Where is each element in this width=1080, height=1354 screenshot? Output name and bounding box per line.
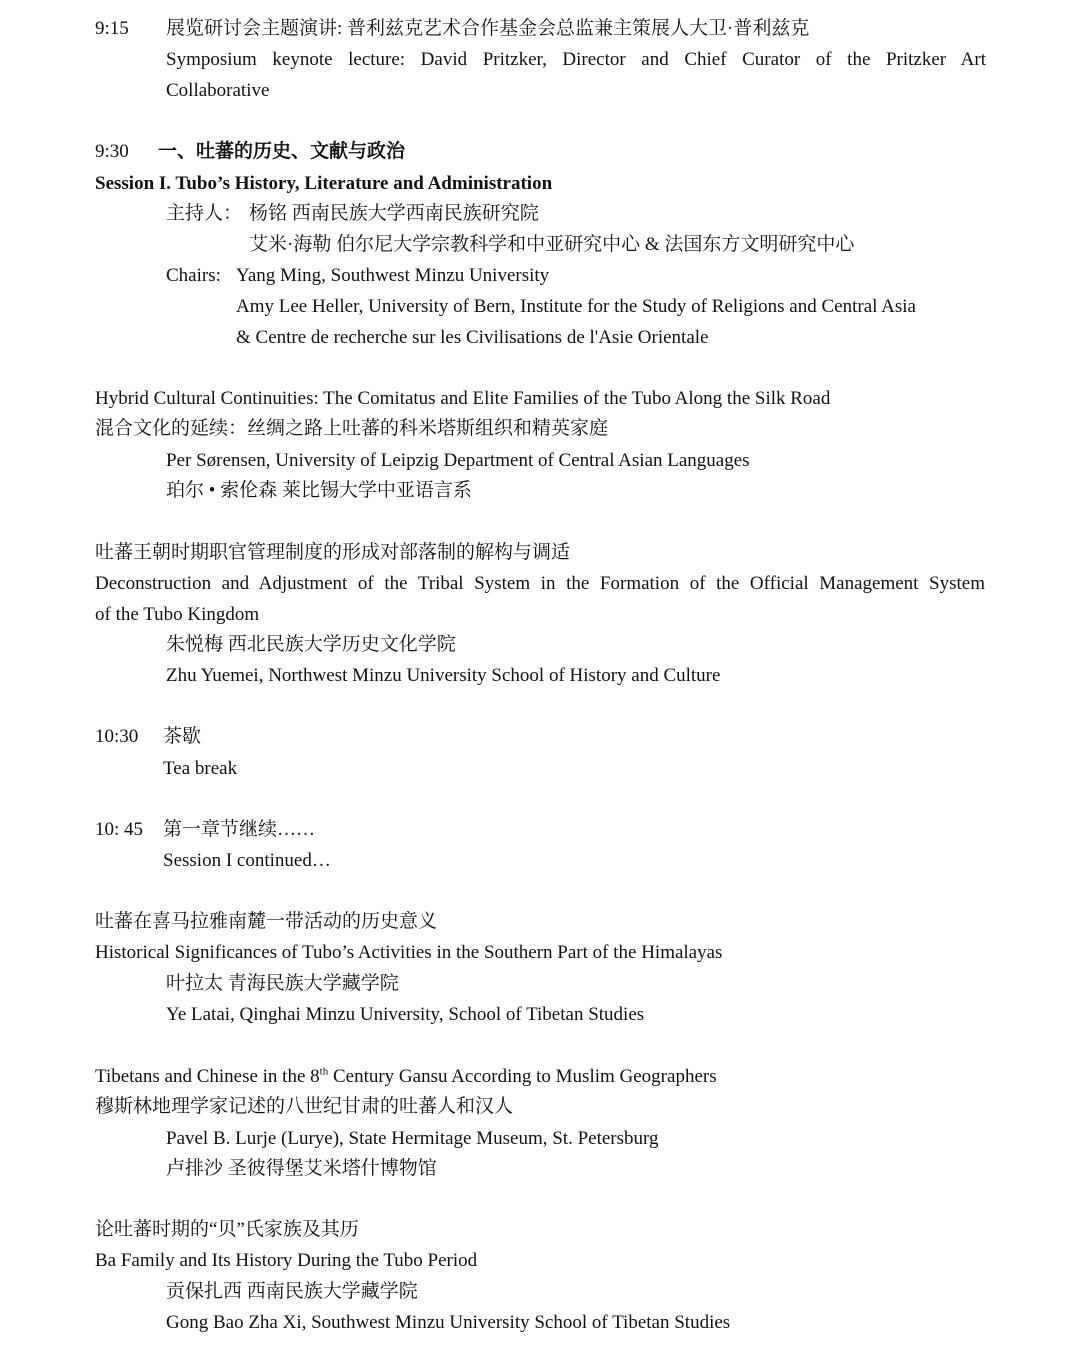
continued-time: 10: 45 [95,819,144,840]
chair2-en-line1: Amy Lee Heller, University of Bern, Institute for the Study of Religions and Central Asia [236,296,916,317]
continued-label-cn: 第一章节继续…… [163,819,316,840]
paper5-title-cn: 论吐蕃时期的“贝”氏家族及其历 [95,1219,359,1240]
keynote-title-en-line2: Collaborative [166,80,270,101]
paper3-author-cn: 叶拉太 青海民族大学藏学院 [166,973,399,994]
paper3-title-cn: 吐蕃在喜马拉雅南麓一带活动的历史意义 [95,911,438,932]
paper4-author-cn: 卢排沙 圣彼得堡艾米塔什博物馆 [166,1158,437,1179]
paper3-author-en: Ye Latai, Qinghai Minzu University, School of Tibetan Studies [166,1004,645,1025]
session1-title-en: Session I. Tubo’s History, Literature and Administration [95,173,553,194]
paper5-author-en: Gong Bao Zha Xi, Southwest Minzu University School of Tibetan Studies [166,1312,731,1333]
paper2-title-en-line2: of the Tubo Kingdom [95,604,260,625]
keynote-title-cn: 展览研讨会主题演讲: 普利兹克艺术合作基金会总监兼主策展人大卫·普利兹克 [166,18,810,39]
paper5-title-en: Ba Family and Its History During the Tubo Period [95,1250,478,1271]
paper1-title-cn: 混合文化的延续：丝绸之路上吐蕃的科米塔斯组织和精英家庭 [95,418,609,439]
paper2-title-en-line1: Deconstruction and Adjustment of the Tribal System in the Formation of the Official Management System [95,573,985,594]
chair2-en-line2: & Centre de recherche sur les Civilisations de l'Asie Orientale [236,327,709,348]
break-label-en: Tea break [163,758,238,779]
chair2-cn: 艾米·海勒 伯尔尼大学宗教科学和中亚研究中心 & 法国东方文明研究中心 [249,234,855,255]
break-label-cn: 茶歇 [163,726,202,747]
chair1-cn: 杨铭 西南民族大学西南民族研究院 [249,203,539,224]
session1-title-cn: 一、吐蕃的历史、文献与政治 [158,141,406,162]
paper1-author-en: Per Sørensen, University of Leipzig Department of Central Asian Languages [166,450,750,471]
paper5-author-cn: 贡保扎西 西南民族大学藏学院 [166,1281,418,1302]
continued-label-en: Session I continued… [163,850,331,871]
paper4-title-en-post: Century Gansu According to Muslim Geographers [328,1066,717,1087]
paper3-title-en: Historical Significances of Tubo’s Activities in the Southern Part of the Himalayas [95,942,723,963]
session1-time: 9:30 [95,141,129,162]
paper1-author-cn: 珀尔 • 索伦森 莱比锡大学中亚语言系 [166,480,472,501]
paper4-title-en-sup: th [319,1065,329,1078]
keynote-time: 9:15 [95,18,129,39]
paper4-title-en-pre: Tibetans and Chinese in the 8 [95,1066,320,1087]
paper2-title-cn: 吐蕃王朝时期职官管理制度的形成对部落制的解构与调适 [95,542,571,563]
paper1-title-en: Hybrid Cultural Continuities: The Comitatus and Elite Families of the Tubo Along the Silk Road [95,388,831,409]
keynote-title-en-line1: Symposium keynote lecture: David Pritzker, Director and Chief Curator of the Pritzker Art [166,49,986,70]
paper2-author-cn: 朱悦梅 西北民族大学历史文化学院 [166,634,456,655]
paper2-author-en: Zhu Yuemei, Northwest Minzu University School of History and Culture [166,665,721,686]
paper4-title-en [95,1064,717,1090]
chairs-cn-label: 主持人： [166,203,243,224]
chair1-en: Yang Ming, Southwest Minzu University [236,265,550,286]
paper4-title-cn: 穆斯林地理学家记述的八世纪甘肃的吐蕃人和汉人 [95,1096,514,1117]
chairs-en-label: Chairs: [166,265,221,286]
break-time: 10:30 [95,726,139,747]
paper4-author-en: Pavel B. Lurje (Lurye), State Hermitage Museum, St. Petersburg [166,1128,659,1149]
